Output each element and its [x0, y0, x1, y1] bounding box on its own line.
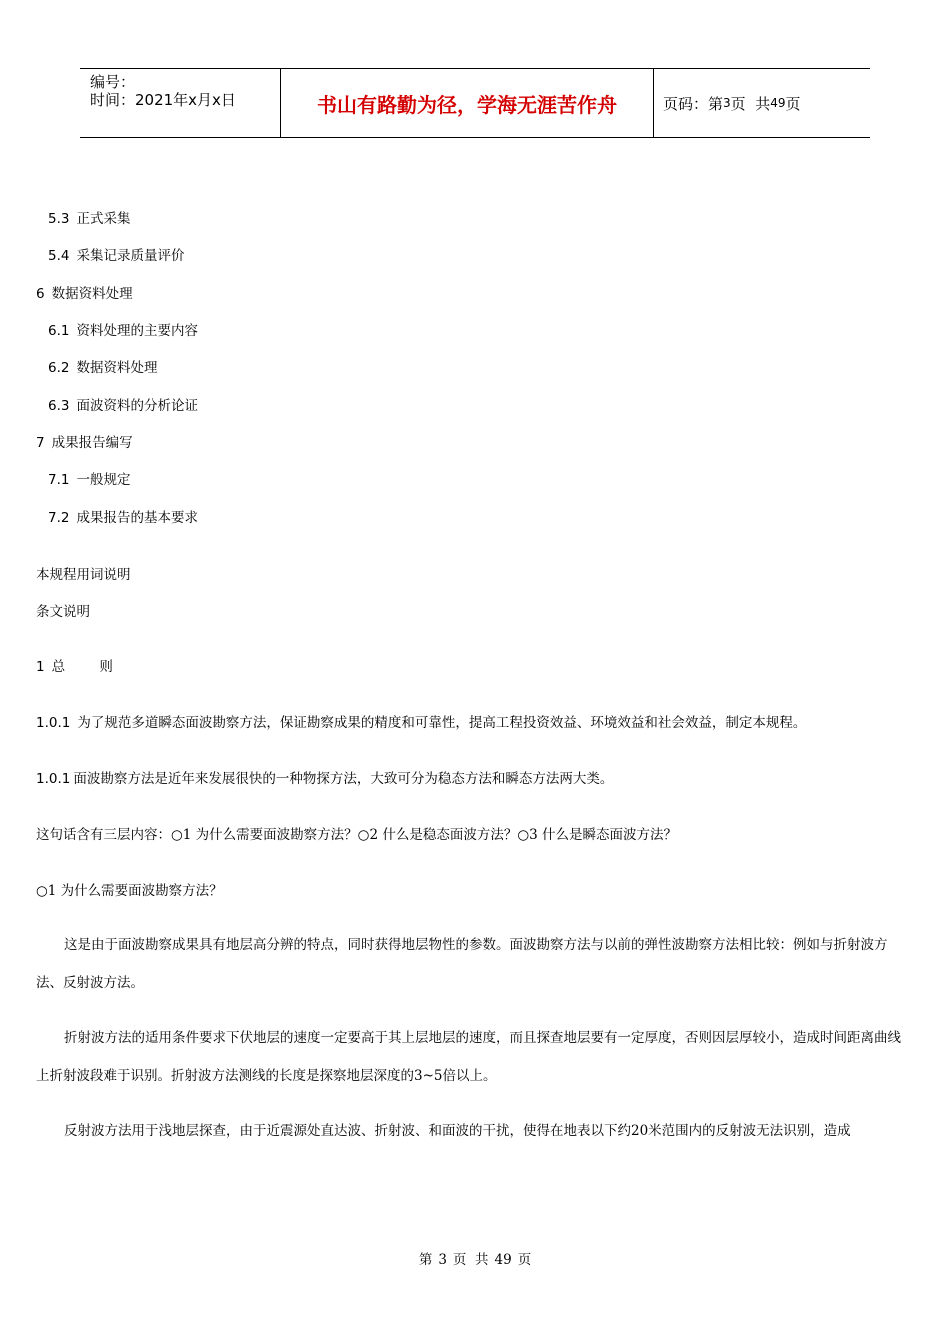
footer-post: 页	[517, 1252, 532, 1268]
toc-text: 数据资料处理	[76, 360, 158, 376]
toc-num: 6.2	[48, 360, 70, 376]
toc-text: 面波资料的分析论证	[76, 398, 198, 414]
page-footer	[0, 1248, 950, 1268]
toc-item[interactable]	[48, 394, 198, 414]
chapter-title: 总 则	[51, 659, 113, 675]
toc-num: 5.3	[48, 211, 70, 227]
toc-item[interactable]	[36, 282, 133, 302]
toc-item[interactable]	[48, 207, 130, 227]
toc-item[interactable]	[48, 319, 198, 339]
toc-num: 5.4	[48, 248, 70, 264]
toc-text: 成果报告的基本要求	[76, 510, 198, 526]
page-number: 3	[723, 96, 731, 110]
chapter-num: 1	[36, 659, 45, 675]
page-total: 49	[770, 96, 786, 110]
chapter-heading	[36, 655, 113, 675]
clause-1-0-1-b	[36, 767, 613, 787]
header-meta-cell	[80, 69, 281, 137]
terms-heading: 本规程用词说明	[36, 567, 131, 583]
footer-mid: 页 共	[452, 1252, 489, 1268]
clause-num: 1.0.1	[36, 715, 71, 731]
footer-pre: 第	[418, 1252, 433, 1268]
toc-item[interactable]	[48, 506, 198, 526]
toc-item[interactable]	[48, 356, 157, 376]
header-table	[80, 68, 870, 138]
toc-item[interactable]	[36, 431, 133, 451]
header-page-info	[654, 69, 870, 137]
clause-1-0-1-a	[36, 711, 806, 731]
page-mid: 页 共	[730, 94, 771, 113]
toc-text: 正式采集	[76, 211, 131, 227]
page-suffix: 页	[785, 94, 801, 113]
paragraph-3: 反射波方法用于浅地层探查，由于近震源处直达波、折射波、和面波的干扰，使得在地表以下约20米范围内的反射波无法识别，造成	[64, 1123, 851, 1139]
toc-num: 7.2	[48, 510, 70, 526]
toc-num: 7.1	[48, 472, 70, 488]
footer-page-total: 49	[494, 1252, 512, 1268]
clause-num: 1.0.1	[36, 771, 71, 787]
toc-text: 资料处理的主要内容	[76, 323, 198, 339]
toc-text: 成果报告编写	[51, 435, 133, 451]
clause-text: 面波勘察方法是近年来发展很快的一种物探方法，大致可分为稳态方法和瞬态方法两大类。	[73, 771, 614, 787]
paragraph-1: 这是由于面波勘察成果具有地层高分辨的特点，同时获得地层物性的参数。面波勘察方法与以前的弹性波勘察方法相比较：例如与折射波方法、反射波方法。	[36, 937, 888, 991]
paragraph-2: 折射波方法的适用条件要求下伏地层的速度一定要高于其上层地层的速度，而且探查地层要有一定厚度，否则因层厚较小，造成时间距离曲线上折射波段难于识别。折射波方法测线的长度是探察地层深度的3~5倍以上。	[36, 1030, 901, 1084]
toc-text: 采集记录质量评价	[76, 248, 185, 264]
toc-item[interactable]	[48, 244, 184, 264]
toc-text: 数据资料处理	[51, 286, 133, 302]
document-code-label: 编号：	[90, 73, 136, 91]
document-time: 时间：2021年x月x日	[90, 91, 236, 109]
clauses-heading: 条文说明	[36, 604, 90, 620]
page-prefix: 页码：第	[663, 94, 724, 113]
toc-text: 一般规定	[76, 472, 131, 488]
toc-num: 6	[36, 286, 45, 302]
toc-num: 6.3	[48, 398, 70, 414]
toc-num: 6.1	[48, 323, 70, 339]
footer-page-number: 3	[438, 1252, 447, 1268]
header-motto: 书山有路勤为径，学海无涯苦作舟	[281, 69, 654, 137]
question-1: ○1 为什么需要面波勘察方法？	[36, 883, 223, 899]
toc-num: 7	[36, 435, 45, 451]
toc-item[interactable]	[48, 468, 130, 488]
three-layers-line: 这句话含有三层内容：○1 为什么需要面波勘察方法？○2 什么是稳态面波方法？○3 什么是瞬态面波方法？	[36, 827, 677, 843]
clause-text: 为了规范多道瞬态面波勘察方法，保证勘察成果的精度和可靠性，提高工程投资效益、环境效益和社会效益，制定本规程。	[77, 715, 807, 731]
